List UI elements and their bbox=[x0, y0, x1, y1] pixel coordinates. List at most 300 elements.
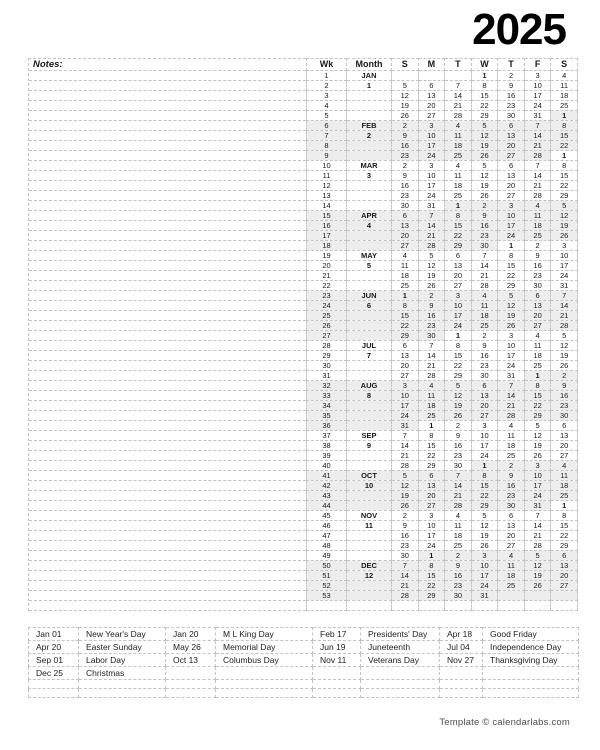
month-cell bbox=[347, 311, 392, 321]
day-cell: 25 bbox=[498, 581, 525, 591]
day-cell: 21 bbox=[524, 141, 551, 151]
day-cell: 10 bbox=[392, 391, 419, 401]
day-cell: 30 bbox=[551, 411, 578, 421]
month-cell bbox=[347, 581, 392, 591]
month-cell bbox=[347, 231, 392, 241]
day-cell: 10 bbox=[498, 341, 525, 351]
day-cell: 12 bbox=[524, 561, 551, 571]
day-cell: 12 bbox=[471, 521, 498, 531]
holiday-date-cell: Feb 17 bbox=[313, 628, 361, 641]
month-cell: 6 bbox=[347, 301, 392, 311]
day-cell: 28 bbox=[471, 281, 498, 291]
notes-line bbox=[29, 571, 306, 581]
day-cell: 28 bbox=[418, 371, 445, 381]
day-cell: 7 bbox=[524, 161, 551, 171]
month-cell bbox=[347, 241, 392, 251]
month-cell: 2 bbox=[347, 131, 392, 141]
month-cell bbox=[347, 281, 392, 291]
day-cell: 8 bbox=[551, 161, 578, 171]
day-cell: 7 bbox=[392, 561, 419, 571]
day-cell: 10 bbox=[471, 431, 498, 441]
day-cell: 13 bbox=[524, 301, 551, 311]
week-row bbox=[307, 171, 578, 181]
notes-line bbox=[29, 491, 306, 501]
month-cell bbox=[347, 321, 392, 331]
day-cell: 21 bbox=[551, 311, 578, 321]
day-cell: 15 bbox=[551, 521, 578, 531]
day-cell: 10 bbox=[418, 171, 445, 181]
week-row bbox=[307, 111, 578, 121]
day-cell: 11 bbox=[392, 261, 419, 271]
day-cell bbox=[524, 601, 551, 611]
holiday-date-cell: Jan 20 bbox=[166, 628, 216, 641]
day-cell: 6 bbox=[524, 291, 551, 301]
month-cell bbox=[347, 101, 392, 111]
week-number-cell: 37 bbox=[307, 431, 347, 441]
day-cell: 13 bbox=[498, 171, 525, 181]
week-row bbox=[307, 281, 578, 291]
day-cell: 6 bbox=[551, 551, 578, 561]
holidays-table bbox=[28, 627, 579, 698]
day-cell: 6 bbox=[418, 471, 445, 481]
day-cell: 26 bbox=[471, 191, 498, 201]
week-row bbox=[307, 321, 578, 331]
day-cell: 22 bbox=[392, 321, 419, 331]
day-cell: 3 bbox=[471, 421, 498, 431]
week-number-cell: 32 bbox=[307, 381, 347, 391]
day-cell: 27 bbox=[498, 191, 525, 201]
day-cell: 25 bbox=[524, 231, 551, 241]
week-number-cell: 30 bbox=[307, 361, 347, 371]
day-cell: 29 bbox=[551, 191, 578, 201]
day-cell: 12 bbox=[392, 481, 419, 491]
day-cell: 25 bbox=[445, 151, 472, 161]
day-cell: 29 bbox=[471, 111, 498, 121]
day-cell: 24 bbox=[551, 271, 578, 281]
week-row bbox=[307, 351, 578, 361]
day-cell: 19 bbox=[392, 491, 419, 501]
day-cell: 9 bbox=[471, 341, 498, 351]
day-cell bbox=[392, 71, 419, 81]
holiday-name-cell: Easter Sunday bbox=[79, 641, 166, 654]
day-cell: 25 bbox=[551, 101, 578, 111]
day-cell: 21 bbox=[418, 361, 445, 371]
day-cell: 1 bbox=[551, 151, 578, 161]
week-row bbox=[307, 361, 578, 371]
day-cell: 22 bbox=[471, 101, 498, 111]
day-cell: 8 bbox=[524, 381, 551, 391]
notes-line bbox=[29, 91, 306, 101]
day-cell: 11 bbox=[445, 521, 472, 531]
day-cell: 29 bbox=[392, 331, 419, 341]
day-cell: 2 bbox=[392, 161, 419, 171]
day-cell: 24 bbox=[445, 321, 472, 331]
day-cell: 30 bbox=[498, 501, 525, 511]
day-cell: 4 bbox=[551, 71, 578, 81]
day-cell: 21 bbox=[471, 271, 498, 281]
holiday-row bbox=[29, 667, 579, 680]
calendar-header-cell: Wk bbox=[307, 59, 347, 71]
day-cell: 17 bbox=[418, 141, 445, 151]
holiday-date-cell bbox=[313, 680, 361, 689]
holiday-name-cell: Juneteenth bbox=[361, 641, 440, 654]
holiday-name-cell bbox=[483, 667, 579, 680]
day-cell: 3 bbox=[524, 461, 551, 471]
calendar-header-cell: M bbox=[418, 59, 445, 71]
week-row bbox=[307, 191, 578, 201]
day-cell: 30 bbox=[471, 371, 498, 381]
week-row bbox=[307, 101, 578, 111]
day-cell: 31 bbox=[418, 201, 445, 211]
day-cell: 12 bbox=[471, 171, 498, 181]
holiday-date-cell bbox=[166, 667, 216, 680]
holiday-name-cell bbox=[483, 689, 579, 698]
day-cell bbox=[524, 591, 551, 601]
notes-line bbox=[29, 281, 306, 291]
day-cell: 26 bbox=[471, 541, 498, 551]
day-cell: 26 bbox=[471, 151, 498, 161]
day-cell: 5 bbox=[471, 511, 498, 521]
month-cell: 10 bbox=[347, 481, 392, 491]
day-cell: 15 bbox=[418, 441, 445, 451]
notes-label: Notes: bbox=[29, 59, 306, 71]
day-cell bbox=[551, 591, 578, 601]
holiday-name-cell bbox=[216, 667, 313, 680]
week-row bbox=[307, 91, 578, 101]
day-cell: 15 bbox=[445, 221, 472, 231]
week-row bbox=[307, 211, 578, 221]
holiday-name-cell: Good Friday bbox=[483, 628, 579, 641]
holiday-name-cell: Thanksgiving Day bbox=[483, 654, 579, 667]
week-number-cell: 16 bbox=[307, 221, 347, 231]
notes-line bbox=[29, 341, 306, 351]
calendar-header-cell: T bbox=[498, 59, 525, 71]
week-row bbox=[307, 391, 578, 401]
month-cell bbox=[347, 111, 392, 121]
day-cell: 3 bbox=[551, 241, 578, 251]
day-cell: 11 bbox=[471, 301, 498, 311]
holiday-date-cell bbox=[166, 689, 216, 698]
day-cell: 21 bbox=[524, 531, 551, 541]
day-cell: 19 bbox=[551, 221, 578, 231]
day-cell: 2 bbox=[524, 241, 551, 251]
day-cell: 21 bbox=[498, 401, 525, 411]
month-cell bbox=[347, 181, 392, 191]
day-cell: 21 bbox=[392, 451, 419, 461]
holiday-name-cell: M L King Day bbox=[216, 628, 313, 641]
day-cell: 18 bbox=[498, 441, 525, 451]
day-cell: 2 bbox=[392, 511, 419, 521]
day-cell: 5 bbox=[551, 201, 578, 211]
notes-area bbox=[28, 58, 306, 611]
week-row bbox=[307, 481, 578, 491]
month-cell: FEB bbox=[347, 121, 392, 131]
day-cell: 18 bbox=[392, 271, 419, 281]
day-cell: 27 bbox=[418, 111, 445, 121]
day-cell: 3 bbox=[418, 511, 445, 521]
day-cell: 23 bbox=[392, 541, 419, 551]
day-cell bbox=[392, 601, 419, 611]
day-cell: 23 bbox=[551, 401, 578, 411]
holiday-date-cell: Nov 27 bbox=[440, 654, 483, 667]
day-cell: 16 bbox=[392, 531, 419, 541]
day-cell: 18 bbox=[445, 141, 472, 151]
month-cell bbox=[347, 401, 392, 411]
month-cell bbox=[347, 601, 392, 611]
day-cell: 17 bbox=[471, 441, 498, 451]
week-row bbox=[307, 331, 578, 341]
day-cell: 2 bbox=[498, 461, 525, 471]
day-cell: 31 bbox=[524, 501, 551, 511]
month-cell bbox=[347, 551, 392, 561]
day-cell: 19 bbox=[392, 101, 419, 111]
week-row bbox=[307, 151, 578, 161]
day-cell: 8 bbox=[418, 431, 445, 441]
month-cell: DEC bbox=[347, 561, 392, 571]
day-cell: 16 bbox=[471, 221, 498, 231]
week-number-cell: 38 bbox=[307, 441, 347, 451]
day-cell: 5 bbox=[524, 551, 551, 561]
day-cell: 14 bbox=[524, 521, 551, 531]
day-cell: 3 bbox=[498, 331, 525, 341]
week-number-cell: 27 bbox=[307, 331, 347, 341]
day-cell: 13 bbox=[418, 91, 445, 101]
notes-line bbox=[29, 271, 306, 281]
holiday-name-cell bbox=[79, 680, 166, 689]
day-cell: 10 bbox=[418, 521, 445, 531]
notes-line bbox=[29, 191, 306, 201]
day-cell: 15 bbox=[551, 171, 578, 181]
day-cell: 27 bbox=[498, 151, 525, 161]
day-cell: 5 bbox=[471, 161, 498, 171]
month-cell: 7 bbox=[347, 351, 392, 361]
day-cell: 24 bbox=[418, 541, 445, 551]
week-row bbox=[307, 441, 578, 451]
week-number-cell: 35 bbox=[307, 411, 347, 421]
notes-line bbox=[29, 101, 306, 111]
month-cell: AUG bbox=[347, 381, 392, 391]
day-cell: 6 bbox=[551, 421, 578, 431]
day-cell: 20 bbox=[498, 531, 525, 541]
day-cell: 9 bbox=[418, 301, 445, 311]
day-cell: 26 bbox=[551, 231, 578, 241]
notes-line bbox=[29, 131, 306, 141]
month-cell: 8 bbox=[347, 391, 392, 401]
notes-line bbox=[29, 371, 306, 381]
day-cell: 16 bbox=[418, 311, 445, 321]
day-cell: 8 bbox=[551, 511, 578, 521]
notes-line bbox=[29, 551, 306, 561]
day-cell: 22 bbox=[524, 401, 551, 411]
notes-line bbox=[29, 241, 306, 251]
holiday-name-cell: Christmas bbox=[79, 667, 166, 680]
day-cell: 2 bbox=[445, 551, 472, 561]
day-cell: 9 bbox=[392, 171, 419, 181]
day-cell: 1 bbox=[498, 241, 525, 251]
day-cell: 13 bbox=[445, 261, 472, 271]
day-cell: 20 bbox=[551, 441, 578, 451]
day-cell: 16 bbox=[445, 441, 472, 451]
day-cell: 9 bbox=[392, 521, 419, 531]
day-cell: 4 bbox=[471, 291, 498, 301]
day-cell: 3 bbox=[392, 381, 419, 391]
day-cell bbox=[471, 601, 498, 611]
day-cell: 12 bbox=[392, 91, 419, 101]
week-row bbox=[307, 301, 578, 311]
week-number-cell: 50 bbox=[307, 561, 347, 571]
notes-line bbox=[29, 331, 306, 341]
day-cell: 15 bbox=[524, 391, 551, 401]
notes-line bbox=[29, 471, 306, 481]
day-cell: 20 bbox=[418, 101, 445, 111]
holiday-date-cell bbox=[313, 667, 361, 680]
holiday-name-cell: Presidents' Day bbox=[361, 628, 440, 641]
day-cell: 19 bbox=[445, 401, 472, 411]
month-cell: 1 bbox=[347, 81, 392, 91]
notes-line bbox=[29, 221, 306, 231]
notes-line bbox=[29, 121, 306, 131]
day-cell: 2 bbox=[471, 331, 498, 341]
day-cell: 24 bbox=[498, 231, 525, 241]
notes-line bbox=[29, 441, 306, 451]
day-cell: 17 bbox=[418, 181, 445, 191]
notes-line bbox=[29, 71, 306, 81]
day-cell: 4 bbox=[418, 381, 445, 391]
holiday-date-cell bbox=[313, 689, 361, 698]
day-cell: 9 bbox=[471, 211, 498, 221]
day-cell: 8 bbox=[498, 251, 525, 261]
holiday-name-cell bbox=[361, 689, 440, 698]
week-number-cell: 2 bbox=[307, 81, 347, 91]
day-cell: 30 bbox=[445, 591, 472, 601]
day-cell: 26 bbox=[524, 581, 551, 591]
week-row bbox=[307, 571, 578, 581]
month-cell bbox=[347, 201, 392, 211]
notes-line bbox=[29, 361, 306, 371]
day-cell: 16 bbox=[445, 571, 472, 581]
day-cell: 24 bbox=[524, 101, 551, 111]
holiday-name-cell: Labor Day bbox=[79, 654, 166, 667]
day-cell: 28 bbox=[524, 191, 551, 201]
day-cell: 21 bbox=[392, 581, 419, 591]
holiday-date-cell: Jan 01 bbox=[29, 628, 79, 641]
day-cell: 14 bbox=[392, 571, 419, 581]
week-number-cell: 1 bbox=[307, 71, 347, 81]
day-cell: 23 bbox=[392, 191, 419, 201]
week-row bbox=[307, 531, 578, 541]
notes-line bbox=[29, 141, 306, 151]
holiday-date-cell: Sep 01 bbox=[29, 654, 79, 667]
month-cell bbox=[347, 91, 392, 101]
day-cell: 19 bbox=[551, 351, 578, 361]
notes-line bbox=[29, 461, 306, 471]
month-cell bbox=[347, 451, 392, 461]
month-cell: SEP bbox=[347, 431, 392, 441]
day-cell bbox=[418, 601, 445, 611]
week-row bbox=[307, 311, 578, 321]
week-row bbox=[307, 201, 578, 211]
day-cell: 3 bbox=[445, 291, 472, 301]
day-cell: 24 bbox=[392, 411, 419, 421]
footer-credit: Template © calendarlabs.com bbox=[439, 717, 570, 728]
notes-line bbox=[29, 401, 306, 411]
day-cell: 17 bbox=[445, 311, 472, 321]
day-cell: 18 bbox=[524, 351, 551, 361]
day-cell: 23 bbox=[498, 101, 525, 111]
notes-line bbox=[29, 111, 306, 121]
day-cell: 1 bbox=[471, 71, 498, 81]
day-cell: 12 bbox=[471, 131, 498, 141]
day-cell: 1 bbox=[392, 291, 419, 301]
day-cell: 23 bbox=[471, 361, 498, 371]
day-cell: 24 bbox=[471, 451, 498, 461]
week-number-cell: 23 bbox=[307, 291, 347, 301]
day-cell: 25 bbox=[551, 491, 578, 501]
day-cell: 15 bbox=[471, 481, 498, 491]
notes-line bbox=[29, 161, 306, 171]
day-cell bbox=[498, 591, 525, 601]
holiday-date-cell: Dec 25 bbox=[29, 667, 79, 680]
day-cell: 22 bbox=[551, 141, 578, 151]
day-cell: 8 bbox=[551, 121, 578, 131]
week-row bbox=[307, 231, 578, 241]
day-cell: 1 bbox=[471, 461, 498, 471]
day-cell: 28 bbox=[445, 501, 472, 511]
holiday-row bbox=[29, 680, 579, 689]
day-cell: 30 bbox=[471, 241, 498, 251]
holiday-name-cell bbox=[361, 680, 440, 689]
day-cell: 5 bbox=[418, 251, 445, 261]
day-cell: 4 bbox=[524, 201, 551, 211]
day-cell: 20 bbox=[392, 361, 419, 371]
day-cell: 16 bbox=[551, 391, 578, 401]
holiday-row bbox=[29, 654, 579, 667]
day-cell: 9 bbox=[551, 381, 578, 391]
day-cell: 25 bbox=[418, 411, 445, 421]
week-row bbox=[307, 81, 578, 91]
day-cell: 1 bbox=[524, 371, 551, 381]
day-cell: 6 bbox=[418, 81, 445, 91]
day-cell: 26 bbox=[498, 321, 525, 331]
week-number-cell: 11 bbox=[307, 171, 347, 181]
day-cell: 28 bbox=[445, 111, 472, 121]
calendar-header-cell: S bbox=[392, 59, 419, 71]
day-cell: 22 bbox=[418, 451, 445, 461]
week-number-cell: 29 bbox=[307, 351, 347, 361]
day-cell: 27 bbox=[445, 281, 472, 291]
day-cell: 3 bbox=[498, 201, 525, 211]
week-number-cell bbox=[307, 601, 347, 611]
week-number-cell: 22 bbox=[307, 281, 347, 291]
day-cell: 17 bbox=[524, 91, 551, 101]
day-cell: 6 bbox=[498, 161, 525, 171]
day-cell: 18 bbox=[445, 531, 472, 541]
day-cell: 25 bbox=[445, 541, 472, 551]
day-cell: 18 bbox=[418, 401, 445, 411]
day-cell: 30 bbox=[418, 331, 445, 341]
notes-line bbox=[29, 601, 306, 611]
day-cell: 14 bbox=[524, 131, 551, 141]
day-cell: 14 bbox=[471, 261, 498, 271]
day-cell: 19 bbox=[471, 181, 498, 191]
day-cell: 27 bbox=[418, 501, 445, 511]
day-cell: 8 bbox=[445, 341, 472, 351]
week-number-cell: 21 bbox=[307, 271, 347, 281]
day-cell: 18 bbox=[524, 221, 551, 231]
month-cell bbox=[347, 361, 392, 371]
week-number-cell: 14 bbox=[307, 201, 347, 211]
day-cell bbox=[418, 71, 445, 81]
